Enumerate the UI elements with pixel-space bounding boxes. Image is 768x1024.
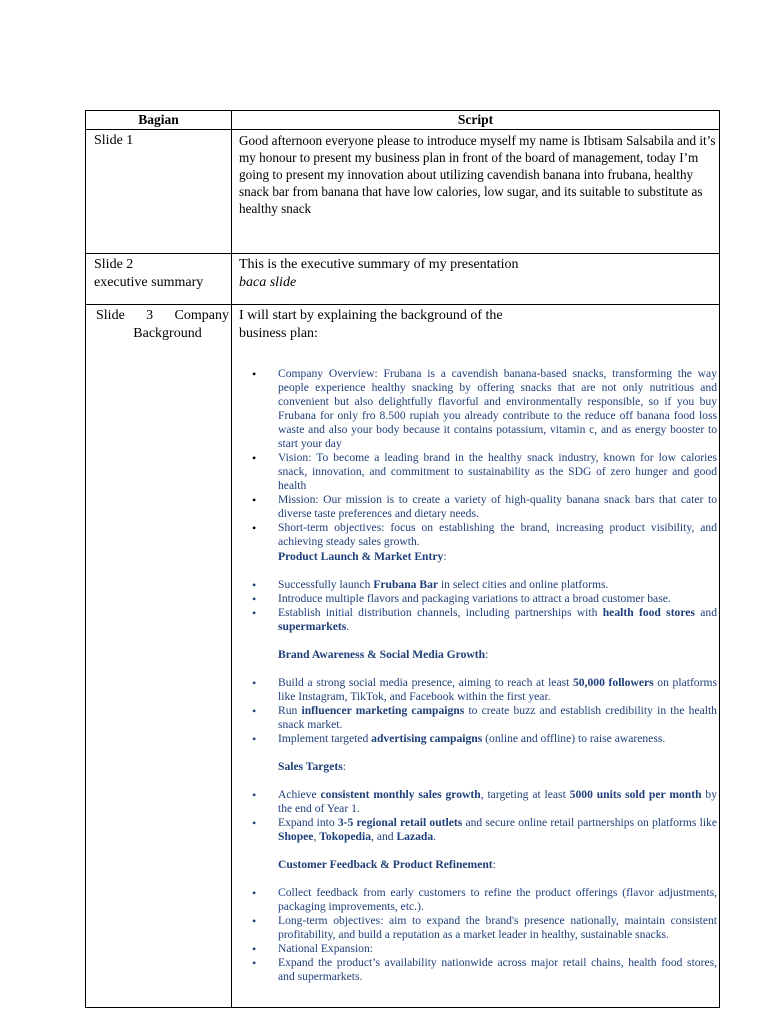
slide-1-label: Slide 1 <box>86 130 232 254</box>
slide-2-note: baca slide <box>239 275 297 290</box>
list-item: • Introduce multiple flavors and packaging variations to attract a broad customer base. <box>232 592 719 606</box>
sales-targets-list <box>232 788 719 844</box>
slide-3-overview-list <box>232 367 719 549</box>
slide-3-label <box>86 305 232 1008</box>
slide-2-label <box>86 254 232 305</box>
slide-3-intro-line1: I will start by explaining the background of the <box>239 308 503 323</box>
list-item: • Collect feedback from early customers to refine the product offerings (flavor adjustments, packaging improvements, etc.). <box>232 886 719 914</box>
list-item: • Expand the product’s availability nationwide across major retail chains, health food stores, and supermarkets. <box>232 956 719 984</box>
brand-awareness-heading: Brand Awareness & Social Media Growth: <box>278 648 489 661</box>
list-item: • Successfully launch Frubana Bar in select cities and online platforms. <box>232 578 719 592</box>
script-table <box>85 110 720 1008</box>
product-launch-heading: Product Launch & Market Entry: <box>278 550 447 563</box>
slide-2-script <box>232 254 720 305</box>
table-header-row <box>86 111 720 130</box>
list-item: • Build a strong social media presence, aiming to reach at least 50,000 followers on platforms like Instagram, TikTok, and Facebook within the first year. <box>232 676 719 704</box>
list-item: • Establish initial distribution channels, including partnerships with health food stores and supermarkets. <box>232 606 719 634</box>
list-item: • Vision: To become a leading brand in the healthy snack industry, known for low calories snack, innovation, and commitment to sustainability as the SDG of zero hunger and good health <box>232 451 719 493</box>
list-item: • Long-term objectives: aim to expand the brand's presence nationally, maintain consistent profitability, and build a reputation as a market leader in healthy, sustainable snacks. <box>232 914 719 942</box>
table-row-slide-2 <box>86 254 720 305</box>
header-bagian: Bagian <box>86 111 232 130</box>
slide-3-label-word3: Company <box>174 308 229 323</box>
slide-3-intro-line2: business plan: <box>239 326 318 341</box>
slide-3-label-line2: Background <box>133 326 202 341</box>
slide-1-script: Good afternoon everyone please to introduce myself my name is Ibtisam Salsabila and it’s my honour to present my business plan in front of the board of management, today I’m going to present my innovation about utilizing cavendish banana into frubana, healthy snack bar from banana that have low calories, low sugar, and its suitable to substitute as healthy snack <box>232 130 720 254</box>
list-item: • Mission: Our mission is to create a variety of high-quality banana snack bars that cater to diverse taste preferences and dietary needs. <box>232 493 719 521</box>
slide-2-script-text: This is the executive summary of my presentation <box>239 257 519 272</box>
list-item: • Expand into 3-5 regional retail outlets and secure online retail partnerships on platforms like Shopee, Tokopedia, and Lazada. <box>232 816 719 844</box>
table-row-slide-3 <box>86 305 720 1008</box>
slide-3-label-word1: Slide <box>96 308 125 323</box>
slide-2-label-line1: Slide 2 <box>94 257 134 272</box>
list-item: • Implement targeted advertising campaigns (online and offline) to raise awareness. <box>232 732 719 746</box>
slide-3-script <box>232 305 720 1008</box>
customer-feedback-heading: Customer Feedback & Product Refinement: <box>278 858 496 871</box>
list-item: • National Expansion: <box>232 942 719 956</box>
brand-awareness-list <box>232 676 719 746</box>
slide-3-label-word2: 3 <box>146 308 154 323</box>
list-item: • Achieve consistent monthly sales growth, targeting at least 5000 units sold per month by the end of Year 1. <box>232 788 719 816</box>
list-item: • Short-term objectives: focus on establishing the brand, increasing product visibility, and achieving steady sales growth. <box>232 521 719 549</box>
header-script: Script <box>232 111 720 130</box>
product-launch-list <box>232 578 719 634</box>
table-row-slide-1 <box>86 130 720 254</box>
sales-targets-heading: Sales Targets: <box>278 760 346 773</box>
slide-2-label-line2: executive summary <box>94 275 204 290</box>
list-item: • Run influencer marketing campaigns to create buzz and establish credibility in the health snack market. <box>232 704 719 732</box>
customer-feedback-list <box>232 886 719 984</box>
list-item: • Company Overview: Frubana is a cavendish banana-based snacks, transforming the way people experience healthy snacking by offering snacks that are not only nutritious and convenient but also delightfully flavorful and environmentally responsible, so if you buy Frubana for only fro 8.500 rupiah you already contribute to the reduce off banana food loss waste and also your body because it contains potassium, vitamin c, and as energy booster to start your day <box>232 367 719 451</box>
